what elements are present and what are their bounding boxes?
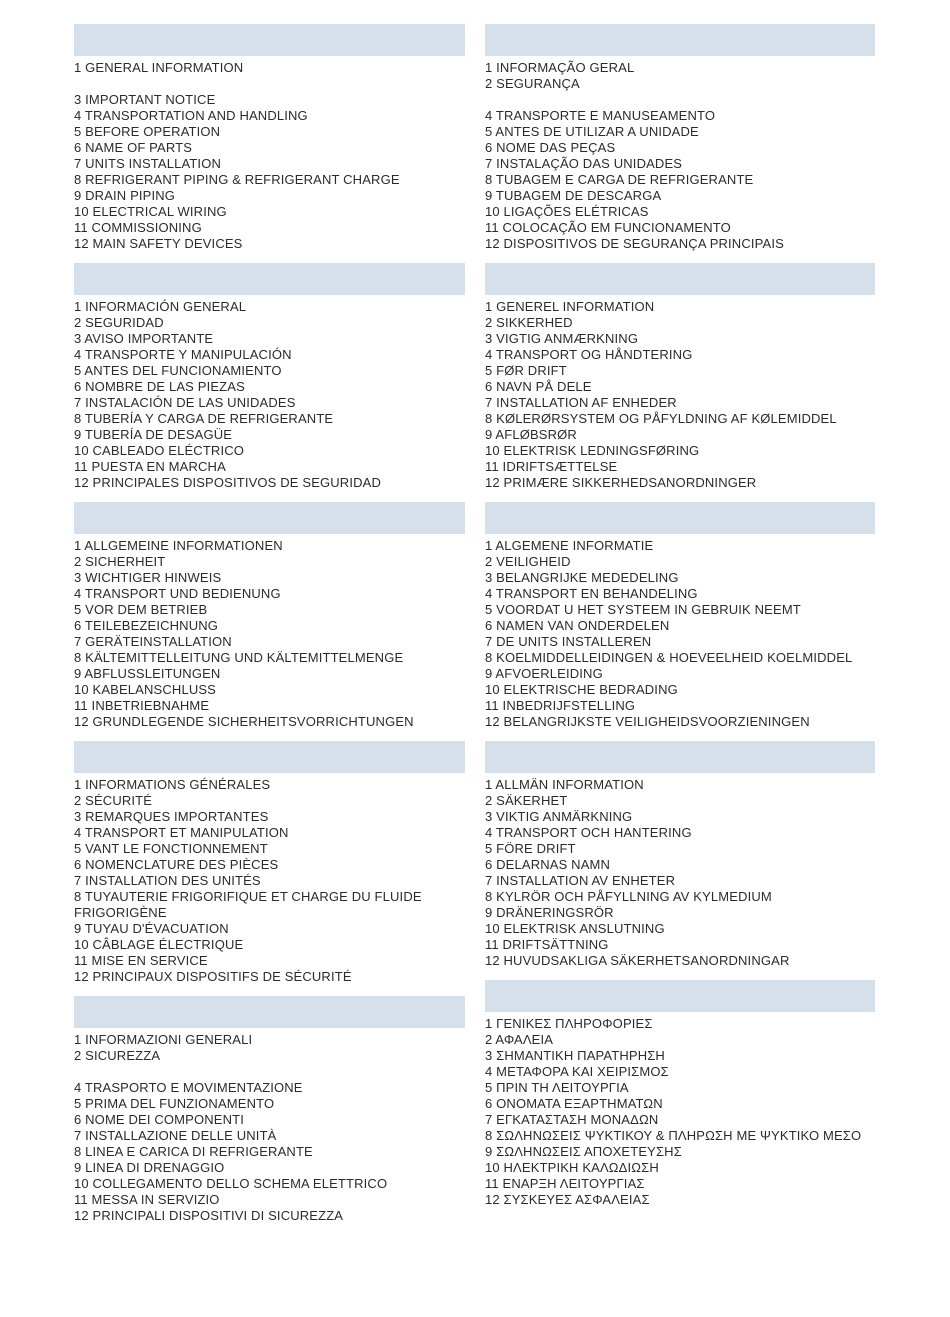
section-italian xyxy=(74,996,465,1224)
section-danish xyxy=(485,263,875,491)
toc-item: 10 ELEKTRISK ANSLUTNING xyxy=(485,921,665,936)
toc-item: 6 NAVN PÅ DELE xyxy=(485,379,592,394)
toc-list xyxy=(485,538,875,730)
toc-list xyxy=(485,1016,875,1208)
toc-item: 6 NOMENCLATURE DES PIÈCES xyxy=(74,857,279,872)
toc-item: 12 ΣΥΣΚΕΥΕΣ ΑΣΦΑΛΕΙΑΣ xyxy=(485,1192,650,1207)
toc-item: 1 GENEREL INFORMATION xyxy=(485,299,655,314)
toc-item: 8 TUYAUTERIE FRIGORIFIQUE ET CHARGE DU FLUIDE xyxy=(74,889,422,904)
toc-item: 1 INFORMACIÓN GENERAL xyxy=(74,299,247,314)
toc-item: 8 KØLERØRSYSTEM OG PÅFYLDNING AF KØLEMIDDEL xyxy=(485,411,837,426)
toc-item: 4 TRANSPORT OG HÅNDTERING xyxy=(485,347,693,362)
toc-item: 7 DE UNITS INSTALLEREN xyxy=(485,634,652,649)
toc-item: 3 AVISO IMPORTANTE xyxy=(74,331,214,346)
section-header-band xyxy=(485,502,875,534)
toc-item: 3 BELANGRIJKE MEDEDELING xyxy=(485,570,679,585)
toc-item: 5 VANT LE FONCTIONNEMENT xyxy=(74,841,268,856)
toc-item: 7 INSTALAÇÃO DAS UNIDADES xyxy=(485,156,683,171)
toc-item: 6 DELARNAS NAMN xyxy=(485,857,611,872)
toc-item: 5 VOORDAT U HET SYSTEEM IN GEBRUIK NEEMT xyxy=(485,602,801,617)
toc-item: 7 GERÄTEINSTALLATION xyxy=(74,634,232,649)
toc-item: 1 ALGEMENE INFORMATIE xyxy=(485,538,654,553)
toc-item: 3 ΣΗΜΑΝΤΙΚΗ ΠΑΡΑΤΗΡΗΣΗ xyxy=(485,1048,665,1063)
toc-item: 2 SÄKERHET xyxy=(485,793,568,808)
toc-item: 1 INFORMAÇÃO GERAL xyxy=(485,60,635,75)
toc-item: 7 INSTALACIÓN DE LAS UNIDADES xyxy=(74,395,296,410)
toc-list xyxy=(74,60,465,252)
toc-item: 11 COLOCAÇÃO EM FUNCIONAMENTO xyxy=(485,220,731,235)
toc-item: 2 SEGURANÇA xyxy=(485,76,580,91)
toc-item: 9 TUBAGEM DE DESCARGA xyxy=(485,188,662,203)
toc-item: 7 INSTALLAZIONE DELLE UNITÀ xyxy=(74,1128,277,1143)
toc-item: 5 ANTES DEL FUNCIONAMIENTO xyxy=(74,363,282,378)
toc-item: 9 DRAIN PIPING xyxy=(74,188,176,203)
toc-item: 8 TUBERÍA Y CARGA DE REFRIGERANTE xyxy=(74,411,334,426)
section-header-band xyxy=(74,741,465,773)
toc-list xyxy=(74,538,465,730)
toc-item: 10 CÂBLAGE ÉLECTRIQUE xyxy=(74,937,244,952)
toc-item: 9 TUYAU D'ÉVACUATION xyxy=(74,921,229,936)
toc-item: 3 IMPORTANT NOTICE xyxy=(74,92,216,107)
toc-item: 4 TRANSPORT UND BEDIENUNG xyxy=(74,586,281,601)
toc-item: 8 LINEA E CARICA DI REFRIGERANTE xyxy=(74,1144,313,1159)
toc-item: 1 INFORMAZIONI GENERALI xyxy=(74,1032,253,1047)
toc-item: 10 ELEKTRISCHE BEDRADING xyxy=(485,682,678,697)
toc-item: 3 WICHTIGER HINWEIS xyxy=(74,570,222,585)
toc-item: 5 BEFORE OPERATION xyxy=(74,124,221,139)
toc-item: 10 ELEKTRISK LEDNINGSFØRING xyxy=(485,443,700,458)
toc-item: 11 MISE EN SERVICE xyxy=(74,953,208,968)
toc-list xyxy=(74,777,465,985)
toc-item: 12 GRUNDLEGENDE SICHERHEITSVORRICHTUNGEN xyxy=(74,714,414,729)
toc-item: 9 AFVOERLEIDING xyxy=(485,666,603,681)
toc-item: 10 LIGAÇÕES ELÉTRICAS xyxy=(485,204,649,219)
toc-item: 11 DRIFTSÄTTNING xyxy=(485,937,609,952)
toc-item: 12 PRIMÆRE SIKKERHEDSANORDNINGER xyxy=(485,475,757,490)
toc-item: 9 TUBERÍA DE DESAGÜE xyxy=(74,427,233,442)
toc-item: 11 ΕΝΑΡΞΗ ΛΕΙΤΟΥΡΓΙΑΣ xyxy=(485,1176,645,1191)
toc-item: 9 LINEA DI DRENAGGIO xyxy=(74,1160,225,1175)
toc-item: FRIGORIGÈNE xyxy=(74,905,167,920)
toc-item: 5 FÖRE DRIFT xyxy=(485,841,576,856)
toc-item: 5 PRIMA DEL FUNZIONAMENTO xyxy=(74,1096,275,1111)
toc-item: 7 ΕΓΚΑΤΑΣΤΑΣΗ ΜΟΝΑΔΩΝ xyxy=(485,1112,659,1127)
toc-item: 4 TRASPORTO E MOVIMENTAZIONE xyxy=(74,1080,303,1095)
toc-item: 9 DRÄNERINGSRÖR xyxy=(485,905,614,920)
toc-list xyxy=(485,60,875,252)
toc-item: 12 PRINCIPALI DISPOSITIVI DI SICUREZZA xyxy=(74,1208,344,1223)
toc-item: 10 COLLEGAMENTO DELLO SCHEMA ELETTRICO xyxy=(74,1176,388,1191)
toc-item: 7 INSTALLATION AF ENHEDER xyxy=(485,395,677,410)
toc-item: 12 BELANGRIJKSTE VEILIGHEIDSVOORZIENINGEN xyxy=(485,714,810,729)
toc-blank-line xyxy=(74,1064,465,1080)
toc-item: 6 TEILEBEZEICHNUNG xyxy=(74,618,219,633)
toc-item: 8 KYLRÖR OCH PÅFYLLNING AV KYLMEDIUM xyxy=(485,889,772,904)
toc-item: 11 MESSA IN SERVIZIO xyxy=(74,1192,220,1207)
toc-item: 8 KOELMIDDELLEIDINGEN & HOEVEELHEID KOELMIDDEL xyxy=(485,650,853,665)
toc-item: 12 MAIN SAFETY DEVICES xyxy=(74,236,243,251)
toc-item: 2 SEGURIDAD xyxy=(74,315,164,330)
toc-item: 10 ELECTRICAL WIRING xyxy=(74,204,227,219)
toc-item: 2 SICHERHEIT xyxy=(74,554,166,569)
toc-item: 8 TUBAGEM E CARGA DE REFRIGERANTE xyxy=(485,172,754,187)
toc-item: 4 ΜΕΤΑΦΟΡΑ ΚΑΙ ΧΕΙΡΙΣΜΟΣ xyxy=(485,1064,669,1079)
toc-item: 10 CABLEADO ELÉCTRICO xyxy=(74,443,245,458)
toc-item: 12 PRINCIPAUX DISPOSITIFS DE SÉCURITÉ xyxy=(74,969,352,984)
toc-item: 11 COMMISSIONING xyxy=(74,220,202,235)
toc-item: 11 INBEDRIJFSTELLING xyxy=(485,698,636,713)
toc-list xyxy=(74,299,465,491)
toc-item: 6 NOME DAS PEÇAS xyxy=(485,140,616,155)
toc-item: 3 VIKTIG ANMÄRKNING xyxy=(485,809,633,824)
section-greek xyxy=(485,980,875,1208)
toc-item: 2 SÉCURITÉ xyxy=(74,793,153,808)
toc-item: 6 NOME DEI COMPONENTI xyxy=(74,1112,244,1127)
toc-item: 5 ANTES DE UTILIZAR A UNIDADE xyxy=(485,124,699,139)
toc-item: 1 INFORMATIONS GÉNÉRALES xyxy=(74,777,271,792)
toc-item: 2 ΑΦΑΛΕΙΑ xyxy=(485,1032,554,1047)
toc-blank-line xyxy=(74,76,465,92)
toc-item: 1 ALLGEMEINE INFORMATIONEN xyxy=(74,538,283,553)
toc-item: 5 VOR DEM BETRIEB xyxy=(74,602,208,617)
toc-item: 6 ΟΝΟΜΑΤΑ ΕΞΑΡΤΗΜΑΤΩΝ xyxy=(485,1096,663,1111)
toc-list xyxy=(485,299,875,491)
toc-item: 2 SIKKERHED xyxy=(485,315,573,330)
toc-item: 10 KABELANSCHLUSS xyxy=(74,682,217,697)
section-header-band xyxy=(485,263,875,295)
toc-item: 8 REFRIGERANT PIPING & REFRIGERANT CHARGE xyxy=(74,172,400,187)
toc-item: 10 ΗΛΕΚΤΡΙΚΗ ΚΑΛΩΔΙΩΣΗ xyxy=(485,1160,659,1175)
toc-item: 4 TRANSPORTATION AND HANDLING xyxy=(74,108,308,123)
toc-item: 5 ΠΡΙΝ ΤΗ ΛΕΙΤΟΥΡΓΙΑ xyxy=(485,1080,629,1095)
toc-item: 9 ΣΩΛΗΝΩΣΕΙΣ ΑΠΟΧΕΤΕΥΣΗΣ xyxy=(485,1144,682,1159)
toc-item: 1 ALLMÄN INFORMATION xyxy=(485,777,644,792)
toc-item: 7 INSTALLATION AV ENHETER xyxy=(485,873,676,888)
toc-item: 7 UNITS INSTALLATION xyxy=(74,156,221,171)
section-header-band xyxy=(485,741,875,773)
toc-item: 4 TRANSPORTE Y MANIPULACIÓN xyxy=(74,347,292,362)
toc-item: 4 TRANSPORT OCH HANTERING xyxy=(485,825,692,840)
section-french xyxy=(74,741,465,985)
toc-item: 12 DISPOSITIVOS DE SEGURANÇA PRINCIPAIS xyxy=(485,236,784,251)
toc-item: 1 ΓΕΝΙΚΕΣ ΠΛΗΡΟΦΟΡΙΕΣ xyxy=(485,1016,653,1031)
toc-item: 6 NAMEN VAN ONDERDELEN xyxy=(485,618,670,633)
toc-blank-line xyxy=(485,92,875,108)
toc-item: 4 TRANSPORT EN BEHANDELING xyxy=(485,586,698,601)
toc-item: 2 VEILIGHEID xyxy=(485,554,571,569)
toc-item: 3 VIGTIG ANMÆRKNING xyxy=(485,331,639,346)
section-english xyxy=(74,24,465,252)
section-swedish xyxy=(485,741,875,969)
toc-item: 9 AFLØBSRØR xyxy=(485,427,577,442)
toc-item: 12 HUVUDSAKLIGA SÄKERHETSANORDNINGAR xyxy=(485,953,790,968)
toc-item: 12 PRINCIPALES DISPOSITIVOS DE SEGURIDAD xyxy=(74,475,382,490)
toc-list xyxy=(74,1032,465,1224)
toc-item: 8 ΣΩΛΗΝΩΣΕΙΣ ΨΥΚΤΙΚΟΥ & ΠΛΗΡΩΣΗ ΜΕ ΨΥΚΤΙΚΟ ΜΕΣΟ xyxy=(485,1128,862,1143)
section-spanish xyxy=(74,263,465,491)
section-portuguese xyxy=(485,24,875,252)
toc-item: 11 INBETRIEBNAHME xyxy=(74,698,210,713)
section-dutch xyxy=(485,502,875,730)
toc-item: 3 REMARQUES IMPORTANTES xyxy=(74,809,269,824)
section-german xyxy=(74,502,465,730)
toc-item: 11 PUESTA EN MARCHA xyxy=(74,459,226,474)
section-header-band xyxy=(485,24,875,56)
toc-item: 4 TRANSPORTE E MANUSEAMENTO xyxy=(485,108,716,123)
toc-item: 7 INSTALLATION DES UNITÉS xyxy=(74,873,261,888)
toc-item: 5 FØR DRIFT xyxy=(485,363,567,378)
toc-item: 6 NOMBRE DE LAS PIEZAS xyxy=(74,379,245,394)
section-header-band xyxy=(74,502,465,534)
toc-item: 6 NAME OF PARTS xyxy=(74,140,193,155)
toc-item: 8 KÄLTEMITTELLEITUNG UND KÄLTEMITTELMENGE xyxy=(74,650,404,665)
toc-item: 2 SICUREZZA xyxy=(74,1048,161,1063)
section-header-band xyxy=(74,24,465,56)
section-header-band xyxy=(74,996,465,1028)
toc-item: 1 GENERAL INFORMATION xyxy=(74,60,244,75)
section-header-band xyxy=(485,980,875,1012)
toc-item: 11 IDRIFTSÆTTELSE xyxy=(485,459,618,474)
toc-item: 9 ABFLUSSLEITUNGEN xyxy=(74,666,221,681)
toc-item: 4 TRANSPORT ET MANIPULATION xyxy=(74,825,289,840)
toc-list xyxy=(485,777,875,969)
section-header-band xyxy=(74,263,465,295)
